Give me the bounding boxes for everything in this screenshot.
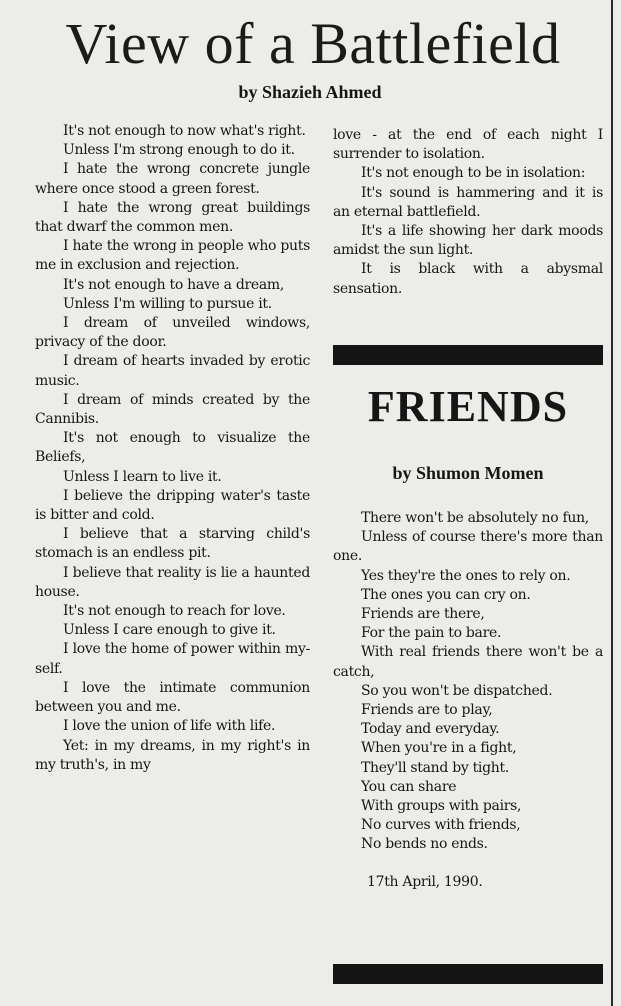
poem-paragraph: Unless I'm strong enough to do it.: [63, 142, 295, 159]
poem-paragraph: I dream of unveiled windows, privacy of the door.: [35, 315, 310, 351]
poem-paragraph: It is black with a abysmal sensation.: [333, 261, 603, 297]
poem-paragraph: I love the home of power within my-self.: [35, 641, 310, 677]
poem-date: 17th April, 1990.: [367, 873, 483, 890]
article-byline: by Shazieh Ahmed: [238, 82, 382, 102]
poem-paragraph: I hate the wrong in people who puts me in exclusion and rejection.: [35, 238, 310, 274]
poem-paragraph: It's not enough to have a dream,: [63, 276, 285, 293]
friends-line: So you won't be dispatched.: [361, 682, 553, 699]
friends-line: You can share: [361, 778, 457, 795]
poem-paragraph: I dream of hearts invaded by erotic music.: [35, 353, 310, 389]
friends-line: Friends are to play,: [361, 702, 493, 719]
poem-paragraph: I dream of minds created by the Cannibis.: [35, 391, 310, 428]
poem-paragraph: It's not enough to reach for love.: [63, 603, 286, 620]
friends-paragraph: Unless of course there's more than one.: [333, 529, 603, 565]
poem-paragraph: It's not enough to be in isolation:: [361, 165, 586, 182]
poem-paragraph: I hate the wrong great buildings that dwarf the common men.: [35, 199, 310, 236]
friends-line: Today and everyday.: [361, 721, 500, 738]
friends-line: Friends are there,: [361, 606, 485, 623]
friends-paragraph: There won't be absolutely no fun,: [361, 510, 589, 526]
poem-paragraph: It's not enough to now what's right.: [63, 123, 306, 139]
poem-paragraph: I believe that reality is lie a haunted house.: [35, 564, 310, 600]
friends-paragraph: Yes they're the ones to rely on.: [361, 567, 571, 584]
friends-line: With groups with pairs,: [361, 798, 522, 815]
column-rule: [611, 0, 613, 1006]
divider-bar-top: [333, 345, 603, 365]
poem-paragraph: love - at the end of each night I surrender to isolation.: [333, 127, 603, 163]
poem-paragraph: Unless I'm willing to pursue it.: [63, 295, 272, 312]
friends-line: For the pain to bare.: [361, 625, 502, 642]
friends-line: No bends no ends.: [361, 836, 488, 853]
poem-paragraph: Yet: in my dreams, in my right's in my truth's, in my: [35, 737, 310, 773]
poem-paragraph: I hate the wrong concrete jungle where once stood a green forest.: [35, 161, 310, 197]
friends-poem-column: [333, 509, 603, 892]
friends-line: No curves with friends,: [361, 817, 521, 834]
poem-paragraph: I believe that a starving child's stomach is an endless pit.: [35, 526, 310, 562]
friends-headline: FRIENDS: [367, 382, 569, 431]
poem-paragraph: It's a life showing her dark moods amidst the sun light.: [333, 223, 603, 259]
article-headline: View of a Battlefield: [65, 11, 561, 76]
poem-paragraph: I believe the dripping water's taste is bitter and cold.: [35, 487, 310, 524]
poem-paragraph: I love the intimate communion between you and me.: [35, 679, 310, 716]
poem-right-column: [333, 126, 603, 299]
divider-bar-bottom: [333, 964, 603, 984]
friends-paragraph: With real friends there won't be a catch,: [333, 644, 603, 680]
friends-line: When you're in a fight,: [361, 740, 517, 757]
poem-paragraph: Unless I care enough to give it.: [63, 622, 276, 639]
poem-paragraph: Unless I learn to live it.: [63, 468, 222, 485]
friends-line: They'll stand by tight.: [361, 759, 509, 776]
poem-paragraph: It's not enough to visualize the Beliefs,: [35, 430, 310, 466]
poem-paragraph: I love the union of life with life.: [63, 718, 276, 735]
friends-line: The ones you can cry on.: [361, 586, 531, 603]
friends-byline: by Shumon Momen: [392, 463, 544, 483]
poem-left-column: [35, 122, 310, 775]
poem-paragraph: It's sound is hammering and it is an eternal battlefield.: [333, 184, 603, 220]
